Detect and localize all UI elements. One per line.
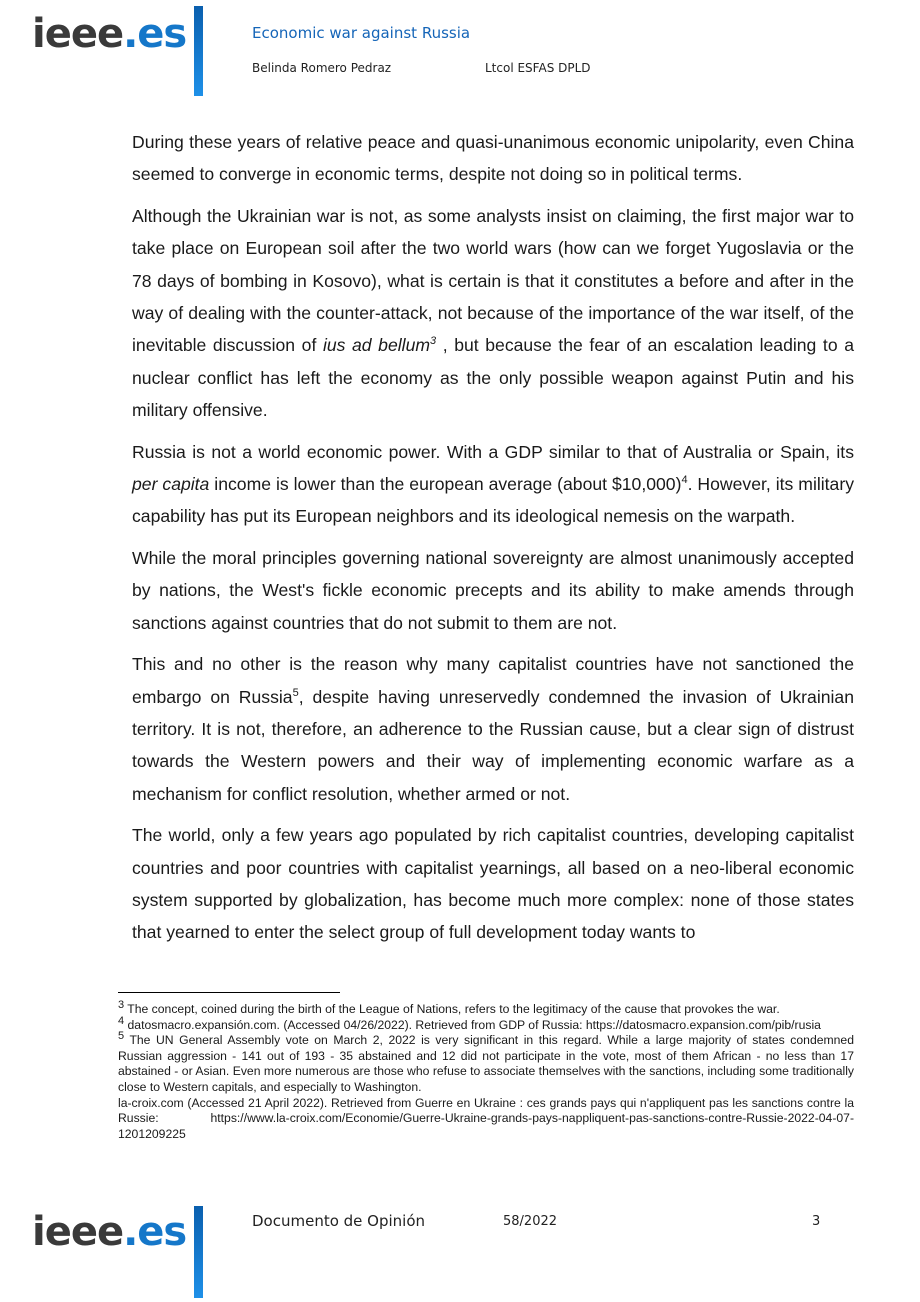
paragraph-2: Although the Ukrainian war is not, as some analysts insist on claiming, the first major war to take place on European soil after the two world wars (how can we forget Yugoslavia or the 78 days of bombing in Kosovo), what is certain is that it constitutes a before and after in the way of dealing with the counter-attack, not because of the importance of the war itself, of the inevitable discussion of ius ad bellum$^3$ , but because the fear of an escalation leading to a nuclear conflict has left the economy as the only possible weapon against Putin and his military offensive. xyxy=(132,205,854,421)
paragraph-6: The world, only a few years ago populated by rich capitalist countries, developing capitalist countries and poor countries with capitalist yearnings, all based on a neo-liberal economic system supported by globalization, has become much more complex: none of those states that yearned to enter the select group of full development today wants to xyxy=(132,825,854,943)
paragraph-4: While the moral principles governing national sovereignty are almost unanimously accepted by nations, the West's fickle economic precepts and its ability to make amends through sanctions against countries that do not submit to them are not. xyxy=(132,547,854,633)
footnote-4: $^4$ datosmacro.expansión.com. (Accessed 04/26/2022). Retrieved from GDP of Russia: https://datosmacro.expansion.com/pib/rusia xyxy=(118,1014,821,1032)
footnote-ref-5: 5 xyxy=(292,686,299,699)
footnote-divider xyxy=(118,992,340,993)
document-type: Documento de Opinión xyxy=(252,1212,426,1230)
paragraph-1: During these years of relative peace and quasi-unanimous economic unipolarity, even China seemed to converge in economic terms, despite not doing so in political terms. xyxy=(132,132,854,185)
footer-logo: ieee.es xyxy=(32,1209,187,1255)
footnotes xyxy=(118,998,854,1142)
footnote-ref-3: 3 xyxy=(430,335,437,348)
header-logo: ieee.es xyxy=(32,11,187,57)
header-accent-bar xyxy=(194,6,203,96)
page-number: 3 xyxy=(812,1214,821,1229)
body-text xyxy=(132,126,854,958)
paragraph-5: This and no other is the reason why many capitalist countries have not sanctioned the embargo on Russia$^5$, despite having unreservedly condemned the invasion of Ukrainian territory. It is not, therefore, an adherence to the Russian cause, but a clear sign of distrust towards the Western powers and their way of implementing economic warfare as a mechanism for conflict resolution, whether armed or not. xyxy=(132,654,854,804)
footer-accent-bar xyxy=(194,1206,203,1298)
author-rank: Ltcol ESFAS DPLD xyxy=(485,61,591,75)
document-number: 58/2022 xyxy=(503,1214,558,1229)
footnote-3: $^3$ The concept, coined during the birth of the League of Nations, refers to the legitimacy of the cause that provokes the war. xyxy=(118,998,780,1016)
author-name: Belinda Romero Pedraz xyxy=(252,61,392,75)
footnote-ref-4: 4 xyxy=(681,474,688,487)
document-title: Economic war against Russia xyxy=(252,24,471,42)
footnote-5-source: la-croix.com (Accessed 21 April 2022). Retrieved from Guerre en Ukraine : ces grands pays qui n'appliquent pas les sanctions contre la Russie: https://www.la-croix.com/Economie/Guerre-Ukraine-grands-pays-nappliquent-pas-sanctions-contre-Russie-2022-04-07-1201209225 xyxy=(118,1095,854,1141)
paragraph-3: Russia is not a world economic power. With a GDP similar to that of Australia or Spain, its per capita income is lower than the european average (about $10,000)$^4$. However, its military capability has put its European neighbors and its ideological nemesis on the warpath. xyxy=(132,441,854,527)
footnote-5: $^5$ The UN General Assembly vote on March 2, 2022 is very significant in this regard. While a large majority of states condemned Russian aggression - 141 out of 193 - 35 abstained and 12 did not participate in the vote, most of them African - no less than 17 abstained - or Asian. Even more numerous are those who refuse to associate themselves with the sanctions, including some traditionally close to Western capitals, and especially to Washington. xyxy=(118,1030,854,1094)
